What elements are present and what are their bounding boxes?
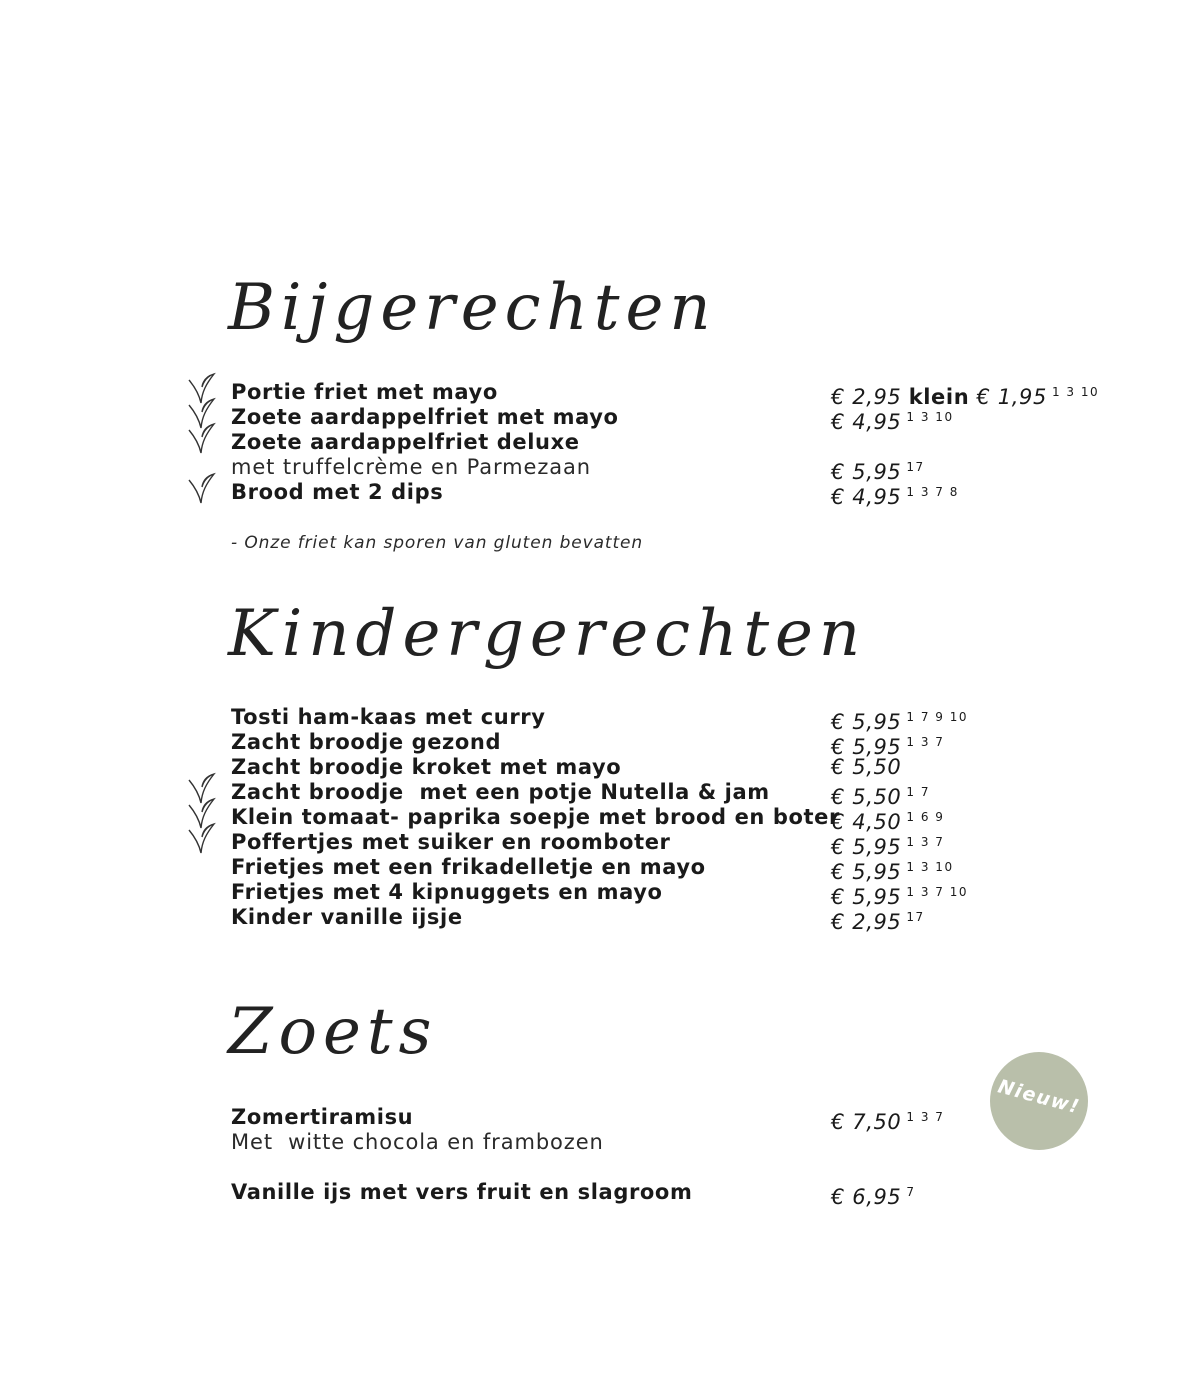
menu-item (231, 480, 1131, 509)
item-name: Zacht broodje kroket met mayo (231, 755, 622, 779)
item-price: € 2,95 klein € 1,95 $^{1 3 10}$ (831, 385, 1100, 409)
menu-item (231, 780, 1131, 809)
allergen-codes: 1 3 7 8 (906, 485, 959, 499)
item-price: € 5,50 (831, 755, 902, 779)
item-price: € 2,95 $^{17}$ (831, 910, 925, 934)
item-price: € 6,95 $^7$ (831, 1185, 916, 1209)
item-name: Vanille ijs met vers fruit en slagroom (231, 1180, 693, 1204)
item-price: € 5,95 $^{1 3 7 10}$ (831, 885, 969, 909)
item-price: € 5,95 $^{17}$ (831, 460, 925, 484)
item-price: € 4,50 $^{1 6 9}$ (831, 810, 945, 834)
allergen-codes: 1 3 10 (906, 410, 954, 424)
item-name: Frietjes met 4 kipnuggets en mayo (231, 880, 663, 904)
menu-item (231, 880, 1131, 909)
item-price: € 4,95 $^{1 3 10}$ (831, 410, 954, 434)
leaf-icon (188, 420, 216, 454)
size-label: klein (908, 385, 970, 409)
item-name: Tosti ham-kaas met curry (231, 705, 546, 729)
leaf-icon (188, 470, 216, 504)
section-title-bijgerechten: Bijgerechten (228, 271, 717, 345)
item-price: € 7,50 $^{1 3 7}$ (831, 1110, 945, 1134)
item-name: Zomertiramisu (231, 1105, 414, 1129)
item-price: € 5,95 $^{1 3 7}$ (831, 735, 945, 759)
menu-item (231, 805, 1131, 834)
item-price: € 4,95 $^{1 3 7 8}$ (831, 485, 959, 509)
item-description: met truffelcrème en Parmezaan (231, 455, 591, 479)
item-price: € 5,95 $^{1 3 10}$ (831, 860, 954, 884)
allergen-codes: 7 (906, 1185, 916, 1199)
menu-item (231, 855, 1131, 884)
item-name: Zoete aardappelfriet met mayo (231, 405, 619, 429)
menu-item (231, 1180, 1131, 1209)
item-name: Frietjes met een frikadelletje en mayo (231, 855, 706, 879)
allergen-codes: 1 6 9 (906, 810, 945, 824)
item-name: Poffertjes met suiker en roomboter (231, 830, 671, 854)
leaf-icon (188, 820, 216, 854)
item-price: € 5,50 $^{1 7}$ (831, 785, 930, 809)
allergen-codes: 1 7 (906, 785, 930, 799)
item-name: Zoete aardappelfriet deluxe (231, 430, 580, 454)
item-name: Kinder vanille ijsje (231, 905, 463, 929)
allergen-codes: 17 (906, 460, 925, 474)
allergen-codes: 1 3 10 (906, 860, 954, 874)
menu-item (231, 1105, 1131, 1134)
menu-item (231, 830, 1131, 859)
item-name: Brood met 2 dips (231, 480, 444, 504)
gluten-note: - Onze friet kan sporen van gluten bevatten (231, 533, 644, 553)
allergen-codes: 1 3 7 (906, 1110, 945, 1124)
allergen-codes: 1 7 9 10 (906, 710, 969, 724)
item-name: Portie friet met mayo (231, 380, 498, 404)
allergen-codes: 1 3 10 (1051, 385, 1100, 399)
item-name: Zacht broodje gezond (231, 730, 502, 754)
menu-item-description (231, 1130, 1131, 1155)
menu-item-description (231, 455, 1131, 484)
menu-item (231, 705, 1131, 734)
allergen-codes: 1 3 7 (906, 735, 945, 749)
allergen-codes: 1 3 7 (906, 835, 945, 849)
item-name: Zacht broodje met een potje Nutella & jam (231, 780, 770, 804)
allergen-codes: 1 3 7 10 (906, 885, 969, 899)
section-title-zoets: Zoets (228, 995, 438, 1069)
new-badge-label: Nieuw! (995, 1075, 1083, 1119)
item-price: € 5,95 $^{1 7 9 10}$ (831, 710, 969, 734)
menu-item (231, 430, 1131, 455)
item-price: € 5,95 $^{1 3 7}$ (831, 835, 945, 859)
section-title-kindergerechten: Kindergerechten (228, 597, 867, 671)
allergen-codes: 17 (906, 910, 925, 924)
menu-item (231, 380, 1131, 409)
menu-item (231, 730, 1131, 759)
menu-item (231, 755, 1131, 780)
menu-item (231, 905, 1131, 934)
item-name: Klein tomaat- paprika soepje met brood en boter (231, 805, 840, 829)
menu-item (231, 405, 1131, 434)
item-description: Met witte chocola en frambozen (231, 1130, 604, 1154)
